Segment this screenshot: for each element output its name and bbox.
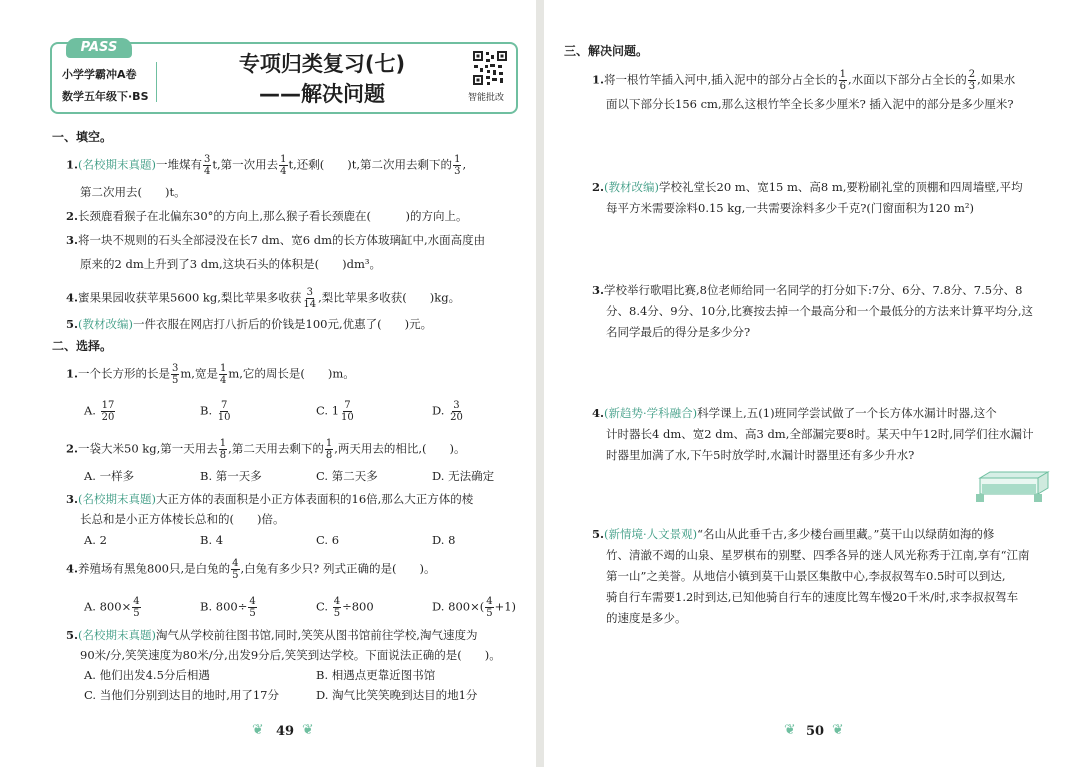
solve-q1: 1.将一根竹竿插入河中,插入泥中的部分占全长的 $\frac{1}{6}$ ,水面以下部分占全长的 $\frac{2}{3}$ ,如果水 — [592, 69, 1016, 92]
leaf-decor-icon: ❦ — [784, 722, 796, 738]
solve-q5-line2: 竹、清澈不竭的山泉、星罗棋布的别墅、四季各异的迷人风光称秀于江南,享有“江南 — [606, 548, 1030, 562]
choice-q2-option-a[interactable]: A. 一样多 — [84, 469, 135, 483]
choice-q5-option-d[interactable]: D. 淘气比笑笑晚到达目的地1分 — [316, 688, 478, 702]
pass-logo: PASS — [66, 38, 132, 58]
section-solve-heading: 三、解决问题。 — [564, 44, 649, 58]
series-label: 小学学霸冲A卷 — [62, 68, 137, 81]
choice-q5-option-b[interactable]: B. 相遇点更靠近图书馆 — [316, 668, 436, 682]
choice-q4-option-c[interactable]: C. $\frac{4}{5}$ ÷800 — [316, 596, 374, 619]
solve-q4-line2: 计时器长4 dm、宽2 dm、高3 dm,全部漏完要8时。某天中午12时,同学们往水漏计 — [606, 427, 1034, 441]
choice-q3-option-a[interactable]: A. 2 — [84, 533, 107, 547]
choice-q2-option-c[interactable]: C. 第二天多 — [316, 469, 378, 483]
solve-q3-line3: 名同学最后的得分是多少分? — [606, 325, 751, 339]
choice-q1-option-d[interactable]: D. $\frac{3}{20}$ — [432, 400, 463, 423]
solve-q5-line5: 的速度是多少。 — [606, 611, 687, 625]
right-page — [544, 0, 1080, 767]
choice-q3-option-c[interactable]: C. 6 — [316, 533, 340, 547]
solve-q2-line2: 每平方米需要涂料0.15 kg,一共需要涂料多少千克?(门窗面积为120 m²) — [606, 201, 975, 215]
water-timer-illustration — [972, 468, 1052, 502]
choice-q2: 2.一袋大米50 kg,第一天用去 $\frac{1}{8}$ ,第二天用去剩下的 $\frac{1}{8}$ ,两天用去的相比,( )。 — [66, 438, 466, 461]
leaf-decor-icon: ❦ — [252, 722, 264, 738]
choice-q4-option-b[interactable]: B. 800÷ $\frac{4}{5}$ — [200, 596, 256, 619]
leaf-decor-icon: ❦ — [832, 722, 844, 738]
page-title: 专项归类复习(七) — [238, 52, 406, 76]
choice-q3-line2: 长总和是小正方体棱长总和的( )倍。 — [80, 512, 285, 526]
choice-q1: 1.一个长方形的长是 $\frac{3}{5}$ m,宽是 $\frac{1}{4}$ m,它的周长是( )m。 — [66, 363, 355, 386]
choice-q2-option-d[interactable]: D. 无法确定 — [432, 469, 495, 483]
qr-code-icon[interactable] — [472, 50, 508, 86]
choice-q1-option-c[interactable]: C. 1 $\frac{7}{10}$ — [316, 400, 354, 423]
choice-q5: 5.(名校期末真题)淘气从学校前往图书馆,同时,笑笑从图书馆前往学校,淘气速度为 — [66, 628, 478, 642]
choice-q5-option-c[interactable]: C. 当他们分别到达目的地时,用了17分 — [84, 688, 279, 702]
choice-q1-option-b[interactable]: B. $\frac{7}{10}$ — [200, 400, 231, 423]
choice-q3-option-d[interactable]: D. 8 — [432, 533, 456, 547]
page-number-left: 49 — [276, 724, 295, 739]
choice-q2-option-b[interactable]: B. 第一天多 — [200, 469, 262, 483]
choice-q4-option-a[interactable]: A. 800× $\frac{4}{5}$ — [84, 596, 140, 619]
page-subtitle: ——解决问题 — [259, 82, 385, 106]
solve-q2: 2.(教材改编)学校礼堂长20 m、宽15 m、高8 m,要粉刷礼堂的顶棚和四周墙壁,平均 — [592, 180, 1023, 194]
fill-q5: 5.(教材改编)一件衣服在网店打八折后的价钱是100元,优惠了( )元。 — [66, 317, 433, 331]
solve-q3: 3.学校举行歌唱比赛,8位老师给同一名同学的打分如下:7分、6分、7.8分、7.5分、8 — [592, 283, 1023, 297]
fill-q1: 1.(名校期末真题)一堆煤有 $\frac{3}{4}$ t,第一次用去 $\frac{1}{4}$ t,还剩( )t,第二次用去剩下的 $\frac{1}{3}$ , — [66, 154, 467, 177]
grade-label: 数学五年级下·BS — [62, 90, 149, 103]
fill-q1-line2: 第二次用去( )t。 — [80, 185, 186, 199]
page-number-right: 50 — [806, 724, 825, 739]
header-box — [50, 42, 518, 114]
left-page — [0, 0, 536, 767]
solve-q3-line2: 分、8.4分、9分、10分,比赛按去掉一个最高分和一个最低分的方法来计算平均分,这 — [606, 304, 1034, 318]
solve-q5-line4: 骑自行车需要1.2时到达,已知他骑自行车的速度比驾车慢20千米/时,求李叔叔驾车 — [606, 590, 1019, 604]
solve-q1-line2: 面以下部分长156 cm,那么这根竹竿全长多少厘米? 插入泥中的部分是多少厘米? — [606, 97, 1014, 111]
fill-q3: 3.将一块不规则的石头全部浸没在长7 dm、宽6 dm的长方体玻璃缸中,水面高度由 — [66, 233, 486, 247]
qr-label: 智能批改 — [468, 93, 505, 103]
leaf-decor-icon: ❦ — [302, 722, 314, 738]
header-divider — [156, 62, 157, 102]
solve-q4-line3: 时器里加满了水,下午5时放学时,水漏计时器里还有多少升水? — [606, 448, 915, 462]
fill-q4: 4.蜜果果园收获苹果5600 kg,梨比苹果多收获 $\frac{3}{14}$ ,梨比苹果多收获( )kg。 — [66, 287, 461, 310]
fill-q3-line2: 原来的2 dm上升到了3 dm,这块石头的体积是( )dm³。 — [80, 257, 381, 271]
solve-q4: 4.(新趋势·学科融合)科学课上,五(1)班同学尝试做了一个长方体水漏计时器,这个 — [592, 406, 997, 420]
page-gutter — [536, 0, 544, 767]
choice-q4: 4.养殖场有黑兔800只,是白兔的 $\frac{4}{5}$ ,白兔有多少只? 列式正确的是( )。 — [66, 558, 436, 581]
section-fill-blank-heading: 一、填空。 — [52, 130, 113, 144]
choice-q5-line2: 90米/分,笑笑速度为80米/分,出发9分后,笑笑到达学校。下面说法正确的是( )。 — [80, 648, 501, 662]
fill-q2: 2.长颈鹿看猴子在北偏东30°的方向上,那么猴子看长颈鹿在( )的方向上。 — [66, 209, 468, 223]
choice-q5-option-a[interactable]: A. 他们出发4.5分后相遇 — [84, 668, 210, 682]
solve-q5-line3: 第一山”之美誉。从地信小镇到莫干山景区集散中心,李叔叔驾车0.5时可以到达, — [606, 569, 1006, 583]
solve-q5: 5.(新情境·人文景观)“名山从此垂千古,多少楼台画里藏。”莫干山以绿荫如海的修 — [592, 527, 995, 541]
choice-q4-option-d[interactable]: D. 800×( $\frac{4}{5}$ +1) — [432, 596, 517, 619]
choice-q3: 3.(名校期末真题)大正方体的表面积是小正方体表面积的16倍,那么大正方体的棱 — [66, 492, 474, 506]
section-choice-heading: 二、选择。 — [52, 339, 113, 353]
choice-q1-option-a[interactable]: A. $\frac{17}{20}$ — [84, 400, 115, 423]
choice-q3-option-b[interactable]: B. 4 — [200, 533, 224, 547]
